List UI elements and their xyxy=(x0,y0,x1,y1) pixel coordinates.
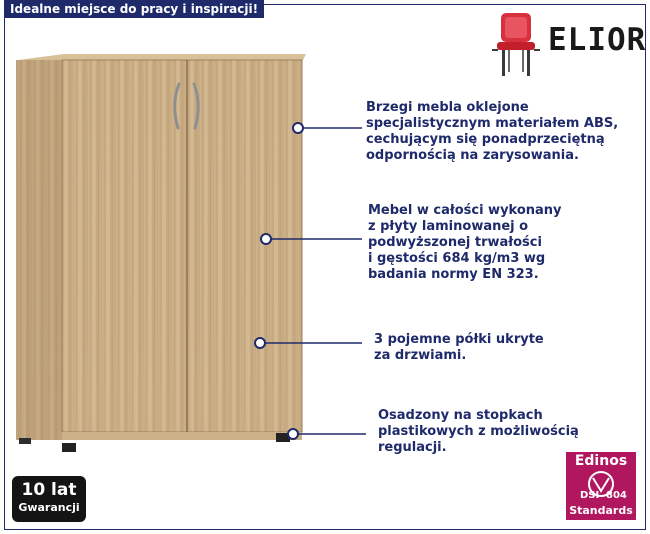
feature-laminate-board: Mebel w całości wykonany z płyty laminowanej o podwyższonej trwałości i gęstości 684 kg/m3 wg badania normy EN 323. xyxy=(368,203,562,282)
feature-shelves: 3 pojemne półki ukryte za drzwiami. xyxy=(374,332,544,363)
certificate-emblem-icon xyxy=(579,469,627,501)
warranty-label: Gwarancji xyxy=(18,501,80,514)
warranty-years: 10 lat xyxy=(21,480,77,500)
certificate-right-code: 804 xyxy=(606,490,627,501)
warranty-badge xyxy=(12,476,86,522)
brand-logo xyxy=(488,10,647,80)
feature-abs-edges: Brzegi mebla oklejone specjalistycznym materiałem ABS, cechującym się ponadprzeciętną odpornością na zarysowania. xyxy=(366,100,619,163)
certificate-brand: Edinos xyxy=(574,453,628,469)
chair-icon xyxy=(488,10,546,80)
slogan-banner: Idealne miejsce do pracy i inspiracji! xyxy=(4,0,264,18)
cabinet-image xyxy=(14,52,306,456)
feature-adjustable-feet: Osadzony na stopkach plastikowych z możliwością regulacji. xyxy=(378,408,579,455)
certificate-left-code: DSI xyxy=(580,490,600,501)
certificate-badge xyxy=(566,452,636,520)
certificate-label: Standards xyxy=(569,504,633,517)
brand-name: ELIOR xyxy=(548,22,647,58)
